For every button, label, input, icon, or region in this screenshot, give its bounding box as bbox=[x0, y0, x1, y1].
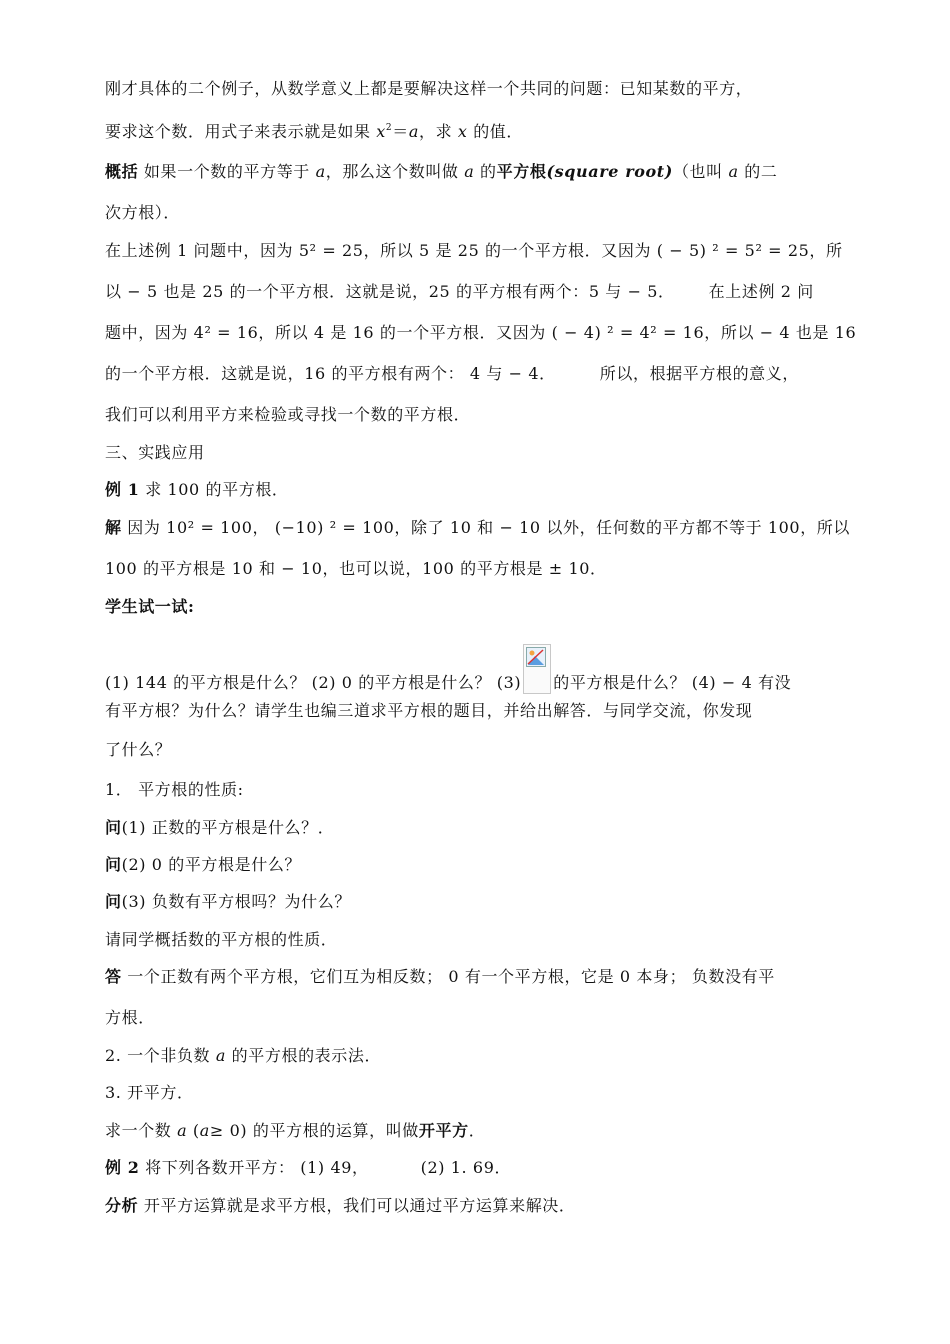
text-line-9: 我们可以利用平方来检验或寻找一个数的平方根． bbox=[105, 405, 471, 424]
broken-image-icon bbox=[523, 644, 551, 694]
exercise-line-3: 了什么？ bbox=[105, 740, 172, 759]
definition-line: 求一个数 a (a≥ 0) 的平方根的运算，叫做开平方． bbox=[105, 1121, 486, 1140]
text-line-3: 概括 如果一个数的平方等于 a，那么这个数叫做 a 的平方根(square root)（也叫 a 的二 bbox=[105, 162, 778, 181]
text-line-5: 在上述例 1 问题中，因为 5² = 25，所以 5 是 25 的一个平方根．又因为 ( − 5) ² = 5² = 25，所 bbox=[105, 241, 843, 260]
text-line-6: 以 − 5 也是 25 的一个平方根．这就是说，25 的平方根有两个：5 与 − 5． 在上述例 2 问 bbox=[105, 282, 814, 301]
label-generalize: 概括 bbox=[105, 162, 139, 181]
example-1: 例 1 求 100 的平方根． bbox=[105, 480, 289, 499]
question-2: 问(2) 0 的平方根是什么？ bbox=[105, 855, 302, 874]
example-2: 例 2 将下列各数开平方： (1) 49， (2) 1. 69． bbox=[105, 1158, 512, 1177]
text-line-4: 次方根）． bbox=[105, 203, 181, 222]
solution-line-2: 100 的平方根是 10 和 − 10，也可以说，100 的平方根是 ± 10． bbox=[105, 559, 607, 578]
text-line-1: 刚才具体的二个例子，从数学意义上都是要解决这样一个共同的问题：已知某数的平方， bbox=[105, 79, 753, 98]
question-3: 问(3) 负数有平方根吗？为什么？ bbox=[105, 892, 351, 911]
text-line-2: 要求这个数．用式子来表示就是如果 $x^2=a$，求 x 的值． bbox=[105, 122, 524, 141]
question-1: 问(1) 正数的平方根是什么？． bbox=[105, 818, 335, 837]
term-square-root: 平方根 bbox=[496, 162, 547, 181]
notation-heading: 2. 一个非负数 a 的平方根的表示法． bbox=[105, 1046, 382, 1065]
term-extract-root: 开平方 bbox=[418, 1121, 469, 1140]
exercise-line-2: 有平方根？为什么？请学生也编三道求平方根的题目，并给出解答．与同学交流，你发现 bbox=[105, 701, 753, 720]
analysis-line: 分析 开平方运算就是求平方根，我们可以通过平方运算来解决． bbox=[105, 1196, 576, 1215]
answer-line-2: 方根． bbox=[105, 1008, 155, 1027]
text-line-7: 题中，因为 4² = 16，所以 4 是 16 的一个平方根．又因为 ( − 4) ² = 4² = 16，所以 − 4 也是 16 bbox=[105, 323, 857, 342]
answer-line-1: 答 一个正数有两个平方根，它们互为相反数； 0 有一个平方根，它是 0 本身； 负数没有平 bbox=[105, 967, 775, 986]
section-heading-practice: 三、实践应用 bbox=[105, 443, 205, 462]
square-root-op-heading: 3. 开平方． bbox=[105, 1083, 194, 1102]
property-heading: 1． 平方根的性质: bbox=[105, 780, 244, 799]
student-try-heading: 学生试一试: bbox=[105, 597, 195, 616]
exercise-line-1: (1) 144 的平方根是什么？ (2) 0 的平方根是什么？ (3) 的平方根是什么？ (4) − 4 有没 bbox=[105, 644, 791, 694]
summarize-prompt: 请同学概括数的平方根的性质． bbox=[105, 930, 338, 949]
solution-line-1: 解 因为 10² = 100， (−10) ² = 100，除了 10 和 − 10 以外，任何数的平方都不等于 100，所以 bbox=[105, 518, 851, 537]
text-line-8: 的一个平方根．这就是说，16 的平方根有两个： 4 与 − 4． 所以，根据平方根的意义， bbox=[105, 364, 799, 383]
